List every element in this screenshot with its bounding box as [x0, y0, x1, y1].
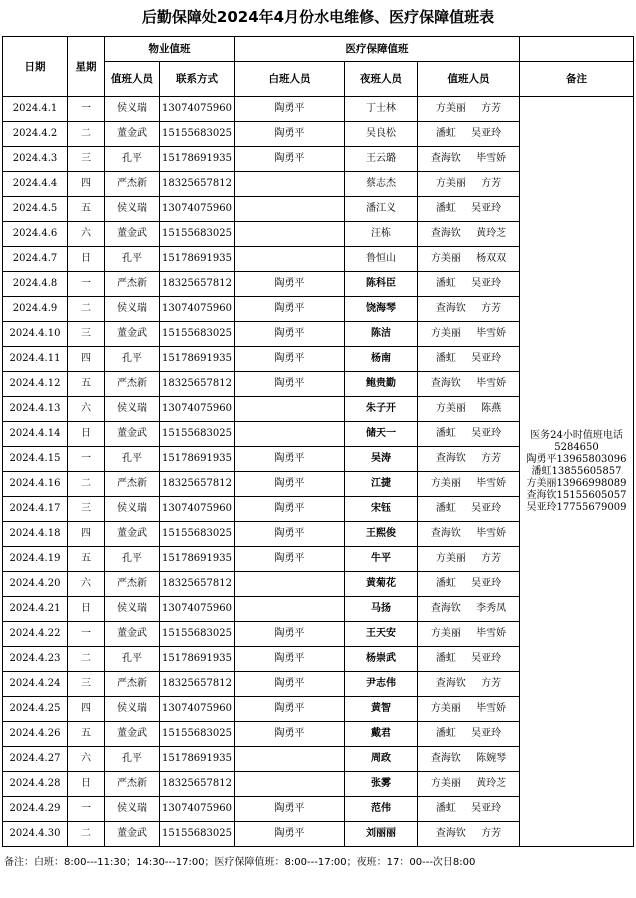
- day-shift-cell: [235, 747, 345, 772]
- night-shift-cell: 吴涛: [345, 447, 418, 472]
- medical-person-cell: 查海钦 毕雪娇: [418, 522, 520, 547]
- date-cell: 2024.4.14: [3, 422, 68, 447]
- medical-person-cell: 方美丽 毕雪娇: [418, 697, 520, 722]
- day-shift-cell: 陶勇平: [235, 372, 345, 397]
- medical-person-cell: 方美丽 陈燕: [418, 397, 520, 422]
- weekday-cell: 一: [68, 797, 105, 822]
- table-row: [3, 97, 634, 122]
- night-shift-cell: 杨南: [345, 347, 418, 372]
- property-person-cell: 孔平: [105, 547, 160, 572]
- date-cell: 2024.4.7: [3, 247, 68, 272]
- contact-cell: 13074075960: [160, 597, 235, 622]
- contact-cell: 18325657812: [160, 472, 235, 497]
- contact-cell: 15178691935: [160, 347, 235, 372]
- night-shift-cell: 汪栋: [345, 222, 418, 247]
- day-shift-cell: 陶勇平: [235, 147, 345, 172]
- night-shift-cell: 尹志伟: [345, 672, 418, 697]
- header-day-shift: 白班人员: [235, 62, 345, 97]
- date-cell: 2024.4.26: [3, 722, 68, 747]
- date-cell: 2024.4.15: [3, 447, 68, 472]
- contact-cell: 15178691935: [160, 447, 235, 472]
- medical-person-cell: 方美丽 方芳: [418, 172, 520, 197]
- property-person-cell: 董金武: [105, 122, 160, 147]
- property-person-cell: 侯义瑞: [105, 397, 160, 422]
- header-weekday: 星期: [68, 37, 105, 97]
- contact-cell: 13074075960: [160, 497, 235, 522]
- weekday-cell: 二: [68, 297, 105, 322]
- header-remark: 备注: [520, 62, 634, 97]
- date-cell: 2024.4.10: [3, 322, 68, 347]
- medical-person-cell: 查海钦 陈婉琴: [418, 747, 520, 772]
- night-shift-cell: 宋钰: [345, 497, 418, 522]
- night-shift-cell: 江捷: [345, 472, 418, 497]
- property-person-cell: 侯义瑞: [105, 497, 160, 522]
- day-shift-cell: [235, 222, 345, 247]
- date-cell: 2024.4.2: [3, 122, 68, 147]
- night-shift-cell: 王天安: [345, 622, 418, 647]
- night-shift-cell: 储天一: [345, 422, 418, 447]
- remark-line: 方美丽13966998089: [526, 477, 627, 489]
- day-shift-cell: [235, 397, 345, 422]
- contact-cell: 15178691935: [160, 147, 235, 172]
- weekday-cell: 三: [68, 497, 105, 522]
- medical-person-cell: 潘虹 吴亚玲: [418, 122, 520, 147]
- date-cell: 2024.4.4: [3, 172, 68, 197]
- contact-cell: 13074075960: [160, 197, 235, 222]
- day-shift-cell: 陶勇平: [235, 447, 345, 472]
- contact-cell: 15155683025: [160, 122, 235, 147]
- medical-person-cell: 方美丽 黄玲芝: [418, 772, 520, 797]
- medical-person-cell: 潘虹 吴亚玲: [418, 272, 520, 297]
- weekday-cell: 四: [68, 697, 105, 722]
- property-person-cell: 严杰新: [105, 772, 160, 797]
- night-shift-cell: 周政: [345, 747, 418, 772]
- medical-person-cell: 潘虹 吴亚玲: [418, 497, 520, 522]
- day-shift-cell: 陶勇平: [235, 797, 345, 822]
- medical-person-cell: 潘虹 吴亚玲: [418, 422, 520, 447]
- header-property-group: 物业值班: [105, 37, 235, 62]
- duty-table: [2, 36, 634, 847]
- weekday-cell: 二: [68, 122, 105, 147]
- property-person-cell: 严杰新: [105, 272, 160, 297]
- contact-cell: 15155683025: [160, 222, 235, 247]
- date-cell: 2024.4.11: [3, 347, 68, 372]
- contact-cell: 15178691935: [160, 747, 235, 772]
- property-person-cell: 董金武: [105, 222, 160, 247]
- night-shift-cell: 黄智: [345, 697, 418, 722]
- property-person-cell: 侯义瑞: [105, 197, 160, 222]
- day-shift-cell: 陶勇平: [235, 347, 345, 372]
- day-shift-cell: 陶勇平: [235, 547, 345, 572]
- date-cell: 2024.4.6: [3, 222, 68, 247]
- property-person-cell: 孔平: [105, 747, 160, 772]
- date-cell: 2024.4.24: [3, 672, 68, 697]
- property-person-cell: 侯义瑞: [105, 97, 160, 122]
- contact-cell: 15178691935: [160, 247, 235, 272]
- contact-cell: 13074075960: [160, 397, 235, 422]
- date-cell: 2024.4.25: [3, 697, 68, 722]
- duty-rows: [3, 97, 634, 847]
- night-shift-cell: 陈科臣: [345, 272, 418, 297]
- date-cell: 2024.4.20: [3, 572, 68, 597]
- weekday-cell: 三: [68, 672, 105, 697]
- night-shift-cell: 王云璐: [345, 147, 418, 172]
- night-shift-cell: 潘江义: [345, 197, 418, 222]
- property-person-cell: 严杰新: [105, 572, 160, 597]
- contact-cell: 18325657812: [160, 372, 235, 397]
- header-night-shift: 夜班人员: [345, 62, 418, 97]
- weekday-cell: 一: [68, 447, 105, 472]
- day-shift-cell: 陶勇平: [235, 97, 345, 122]
- night-shift-cell: 朱子开: [345, 397, 418, 422]
- contact-cell: 18325657812: [160, 672, 235, 697]
- date-cell: 2024.4.12: [3, 372, 68, 397]
- night-shift-cell: 吴良松: [345, 122, 418, 147]
- date-cell: 2024.4.18: [3, 522, 68, 547]
- day-shift-cell: [235, 172, 345, 197]
- date-cell: 2024.4.13: [3, 397, 68, 422]
- day-shift-cell: [235, 197, 345, 222]
- weekday-cell: 一: [68, 97, 105, 122]
- date-cell: 2024.4.16: [3, 472, 68, 497]
- remark-line: 医务24小时值班电话: [530, 429, 623, 441]
- remark-cell: [520, 97, 634, 847]
- header-medical-person: 值班人员: [418, 62, 520, 97]
- day-shift-cell: 陶勇平: [235, 497, 345, 522]
- weekday-cell: 三: [68, 322, 105, 347]
- weekday-cell: 六: [68, 222, 105, 247]
- night-shift-cell: 鲍贵勤: [345, 372, 418, 397]
- weekday-cell: 二: [68, 647, 105, 672]
- property-person-cell: 孔平: [105, 347, 160, 372]
- medical-person-cell: 查海钦 黄玲芝: [418, 222, 520, 247]
- date-cell: 2024.4.5: [3, 197, 68, 222]
- medical-person-cell: 潘虹 吴亚玲: [418, 797, 520, 822]
- property-person-cell: 孔平: [105, 447, 160, 472]
- day-shift-cell: [235, 422, 345, 447]
- property-person-cell: 严杰新: [105, 472, 160, 497]
- weekday-cell: 五: [68, 722, 105, 747]
- medical-person-cell: 查海钦 李秀凤: [418, 597, 520, 622]
- medical-person-cell: 查海钦 毕雪娇: [418, 372, 520, 397]
- medical-person-cell: 查海钦 方芳: [418, 297, 520, 322]
- property-person-cell: 侯义瑞: [105, 797, 160, 822]
- contact-cell: 18325657812: [160, 572, 235, 597]
- property-person-cell: 侯义瑞: [105, 597, 160, 622]
- medical-person-cell: 方美丽 毕雪娇: [418, 322, 520, 347]
- date-cell: 2024.4.23: [3, 647, 68, 672]
- day-shift-cell: 陶勇平: [235, 522, 345, 547]
- remark-line: 查海钦15155605057: [526, 489, 627, 501]
- night-shift-cell: 马扬: [345, 597, 418, 622]
- night-shift-cell: 戴君: [345, 722, 418, 747]
- day-shift-cell: 陶勇平: [235, 822, 345, 847]
- contact-cell: 15155683025: [160, 522, 235, 547]
- contact-cell: 13074075960: [160, 297, 235, 322]
- property-person-cell: 孔平: [105, 247, 160, 272]
- weekday-cell: 日: [68, 597, 105, 622]
- medical-person-cell: 潘虹 吴亚玲: [418, 572, 520, 597]
- medical-person-cell: 方美丽 杨双双: [418, 247, 520, 272]
- header-contact: 联系方式: [160, 62, 235, 97]
- remark-line: 陶勇平13965803096: [526, 453, 627, 465]
- weekday-cell: 五: [68, 197, 105, 222]
- weekday-cell: 六: [68, 397, 105, 422]
- property-person-cell: 董金武: [105, 322, 160, 347]
- weekday-cell: 四: [68, 522, 105, 547]
- date-cell: 2024.4.27: [3, 747, 68, 772]
- weekday-cell: 日: [68, 247, 105, 272]
- property-person-cell: 严杰新: [105, 172, 160, 197]
- day-shift-cell: 陶勇平: [235, 672, 345, 697]
- day-shift-cell: 陶勇平: [235, 297, 345, 322]
- medical-person-cell: 潘虹 吴亚玲: [418, 197, 520, 222]
- weekday-cell: 五: [68, 372, 105, 397]
- property-person-cell: 孔平: [105, 147, 160, 172]
- medical-person-cell: 潘虹 吴亚玲: [418, 647, 520, 672]
- property-person-cell: 严杰新: [105, 672, 160, 697]
- contact-cell: 15155683025: [160, 422, 235, 447]
- night-shift-cell: 陈洁: [345, 322, 418, 347]
- property-person-cell: 侯义瑞: [105, 697, 160, 722]
- weekday-cell: 二: [68, 472, 105, 497]
- medical-person-cell: 方美丽 毕雪娇: [418, 622, 520, 647]
- night-shift-cell: 张雾: [345, 772, 418, 797]
- contact-cell: 18325657812: [160, 172, 235, 197]
- weekday-cell: 四: [68, 172, 105, 197]
- night-shift-cell: 范伟: [345, 797, 418, 822]
- contact-cell: 18325657812: [160, 772, 235, 797]
- weekday-cell: 六: [68, 747, 105, 772]
- contact-cell: 13074075960: [160, 797, 235, 822]
- date-cell: 2024.4.21: [3, 597, 68, 622]
- contact-cell: 15155683025: [160, 722, 235, 747]
- contact-cell: 18325657812: [160, 272, 235, 297]
- contact-cell: 15155683025: [160, 322, 235, 347]
- contact-cell: 15178691935: [160, 547, 235, 572]
- date-cell: 2024.4.1: [3, 97, 68, 122]
- contact-cell: 13074075960: [160, 97, 235, 122]
- night-shift-cell: 刘丽丽: [345, 822, 418, 847]
- date-cell: 2024.4.8: [3, 272, 68, 297]
- contact-cell: 13074075960: [160, 697, 235, 722]
- day-shift-cell: 陶勇平: [235, 272, 345, 297]
- weekday-cell: 五: [68, 547, 105, 572]
- header-property-person: 值班人员: [105, 62, 160, 97]
- night-shift-cell: 蔡志杰: [345, 172, 418, 197]
- day-shift-cell: 陶勇平: [235, 322, 345, 347]
- property-person-cell: 董金武: [105, 622, 160, 647]
- night-shift-cell: 牛平: [345, 547, 418, 572]
- weekday-cell: 二: [68, 822, 105, 847]
- weekday-cell: 四: [68, 347, 105, 372]
- medical-person-cell: 查海钦 方芳: [418, 822, 520, 847]
- property-person-cell: 侯义瑞: [105, 297, 160, 322]
- contact-cell: 15155683025: [160, 822, 235, 847]
- date-cell: 2024.4.3: [3, 147, 68, 172]
- night-shift-cell: 鲁恒山: [345, 247, 418, 272]
- day-shift-cell: [235, 572, 345, 597]
- day-shift-cell: [235, 772, 345, 797]
- day-shift-cell: 陶勇平: [235, 647, 345, 672]
- remark-line: 吴亚玲17755679009: [526, 501, 627, 513]
- property-person-cell: 董金武: [105, 722, 160, 747]
- date-cell: 2024.4.22: [3, 622, 68, 647]
- property-person-cell: 董金武: [105, 522, 160, 547]
- header-blank: [520, 37, 634, 62]
- header-medical-group: 医疗保障值班: [235, 37, 520, 62]
- weekday-cell: 日: [68, 772, 105, 797]
- day-shift-cell: 陶勇平: [235, 622, 345, 647]
- property-person-cell: 孔平: [105, 647, 160, 672]
- header-date: 日期: [3, 37, 68, 97]
- remark-line: 潘虹13855605857: [531, 465, 622, 477]
- date-cell: 2024.4.19: [3, 547, 68, 572]
- night-shift-cell: 王熙俊: [345, 522, 418, 547]
- date-cell: 2024.4.9: [3, 297, 68, 322]
- date-cell: 2024.4.30: [3, 822, 68, 847]
- night-shift-cell: 黄菊花: [345, 572, 418, 597]
- day-shift-cell: [235, 597, 345, 622]
- property-person-cell: 严杰新: [105, 372, 160, 397]
- medical-person-cell: 查海钦 方芳: [418, 672, 520, 697]
- day-shift-cell: 陶勇平: [235, 472, 345, 497]
- night-shift-cell: 丁士林: [345, 97, 418, 122]
- medical-person-cell: 方美丽 方芳: [418, 547, 520, 572]
- page-title: 后勤保障处2024年4月份水电维修、医疗保障值班表: [141, 8, 495, 26]
- night-shift-cell: 饶海琴: [345, 297, 418, 322]
- contact-cell: 15178691935: [160, 647, 235, 672]
- contact-cell: 15155683025: [160, 622, 235, 647]
- day-shift-cell: 陶勇平: [235, 697, 345, 722]
- day-shift-cell: [235, 247, 345, 272]
- day-shift-cell: 陶勇平: [235, 722, 345, 747]
- weekday-cell: 一: [68, 622, 105, 647]
- date-cell: 2024.4.29: [3, 797, 68, 822]
- date-cell: 2024.4.17: [3, 497, 68, 522]
- night-shift-cell: 杨崇武: [345, 647, 418, 672]
- property-person-cell: 董金武: [105, 822, 160, 847]
- property-person-cell: 董金武: [105, 422, 160, 447]
- weekday-cell: 六: [68, 572, 105, 597]
- remark-line: 5284650: [554, 441, 599, 453]
- day-shift-cell: 陶勇平: [235, 122, 345, 147]
- medical-person-cell: 潘虹 吴亚玲: [418, 722, 520, 747]
- medical-person-cell: 方美丽 方芳: [418, 97, 520, 122]
- medical-person-cell: 查海钦 毕雪娇: [418, 147, 520, 172]
- weekday-cell: 一: [68, 272, 105, 297]
- weekday-cell: 三: [68, 147, 105, 172]
- medical-person-cell: 潘虹 吴亚玲: [418, 347, 520, 372]
- medical-person-cell: 方美丽 毕雪娇: [418, 472, 520, 497]
- medical-person-cell: 查海钦 方芳: [418, 447, 520, 472]
- date-cell: 2024.4.28: [3, 772, 68, 797]
- footer-note: 备注：白班：8:00---11:30；14:30---17:00；医疗保障值班：8:00---17:00；夜班：17：00---次日8:00: [4, 857, 476, 868]
- weekday-cell: 日: [68, 422, 105, 447]
